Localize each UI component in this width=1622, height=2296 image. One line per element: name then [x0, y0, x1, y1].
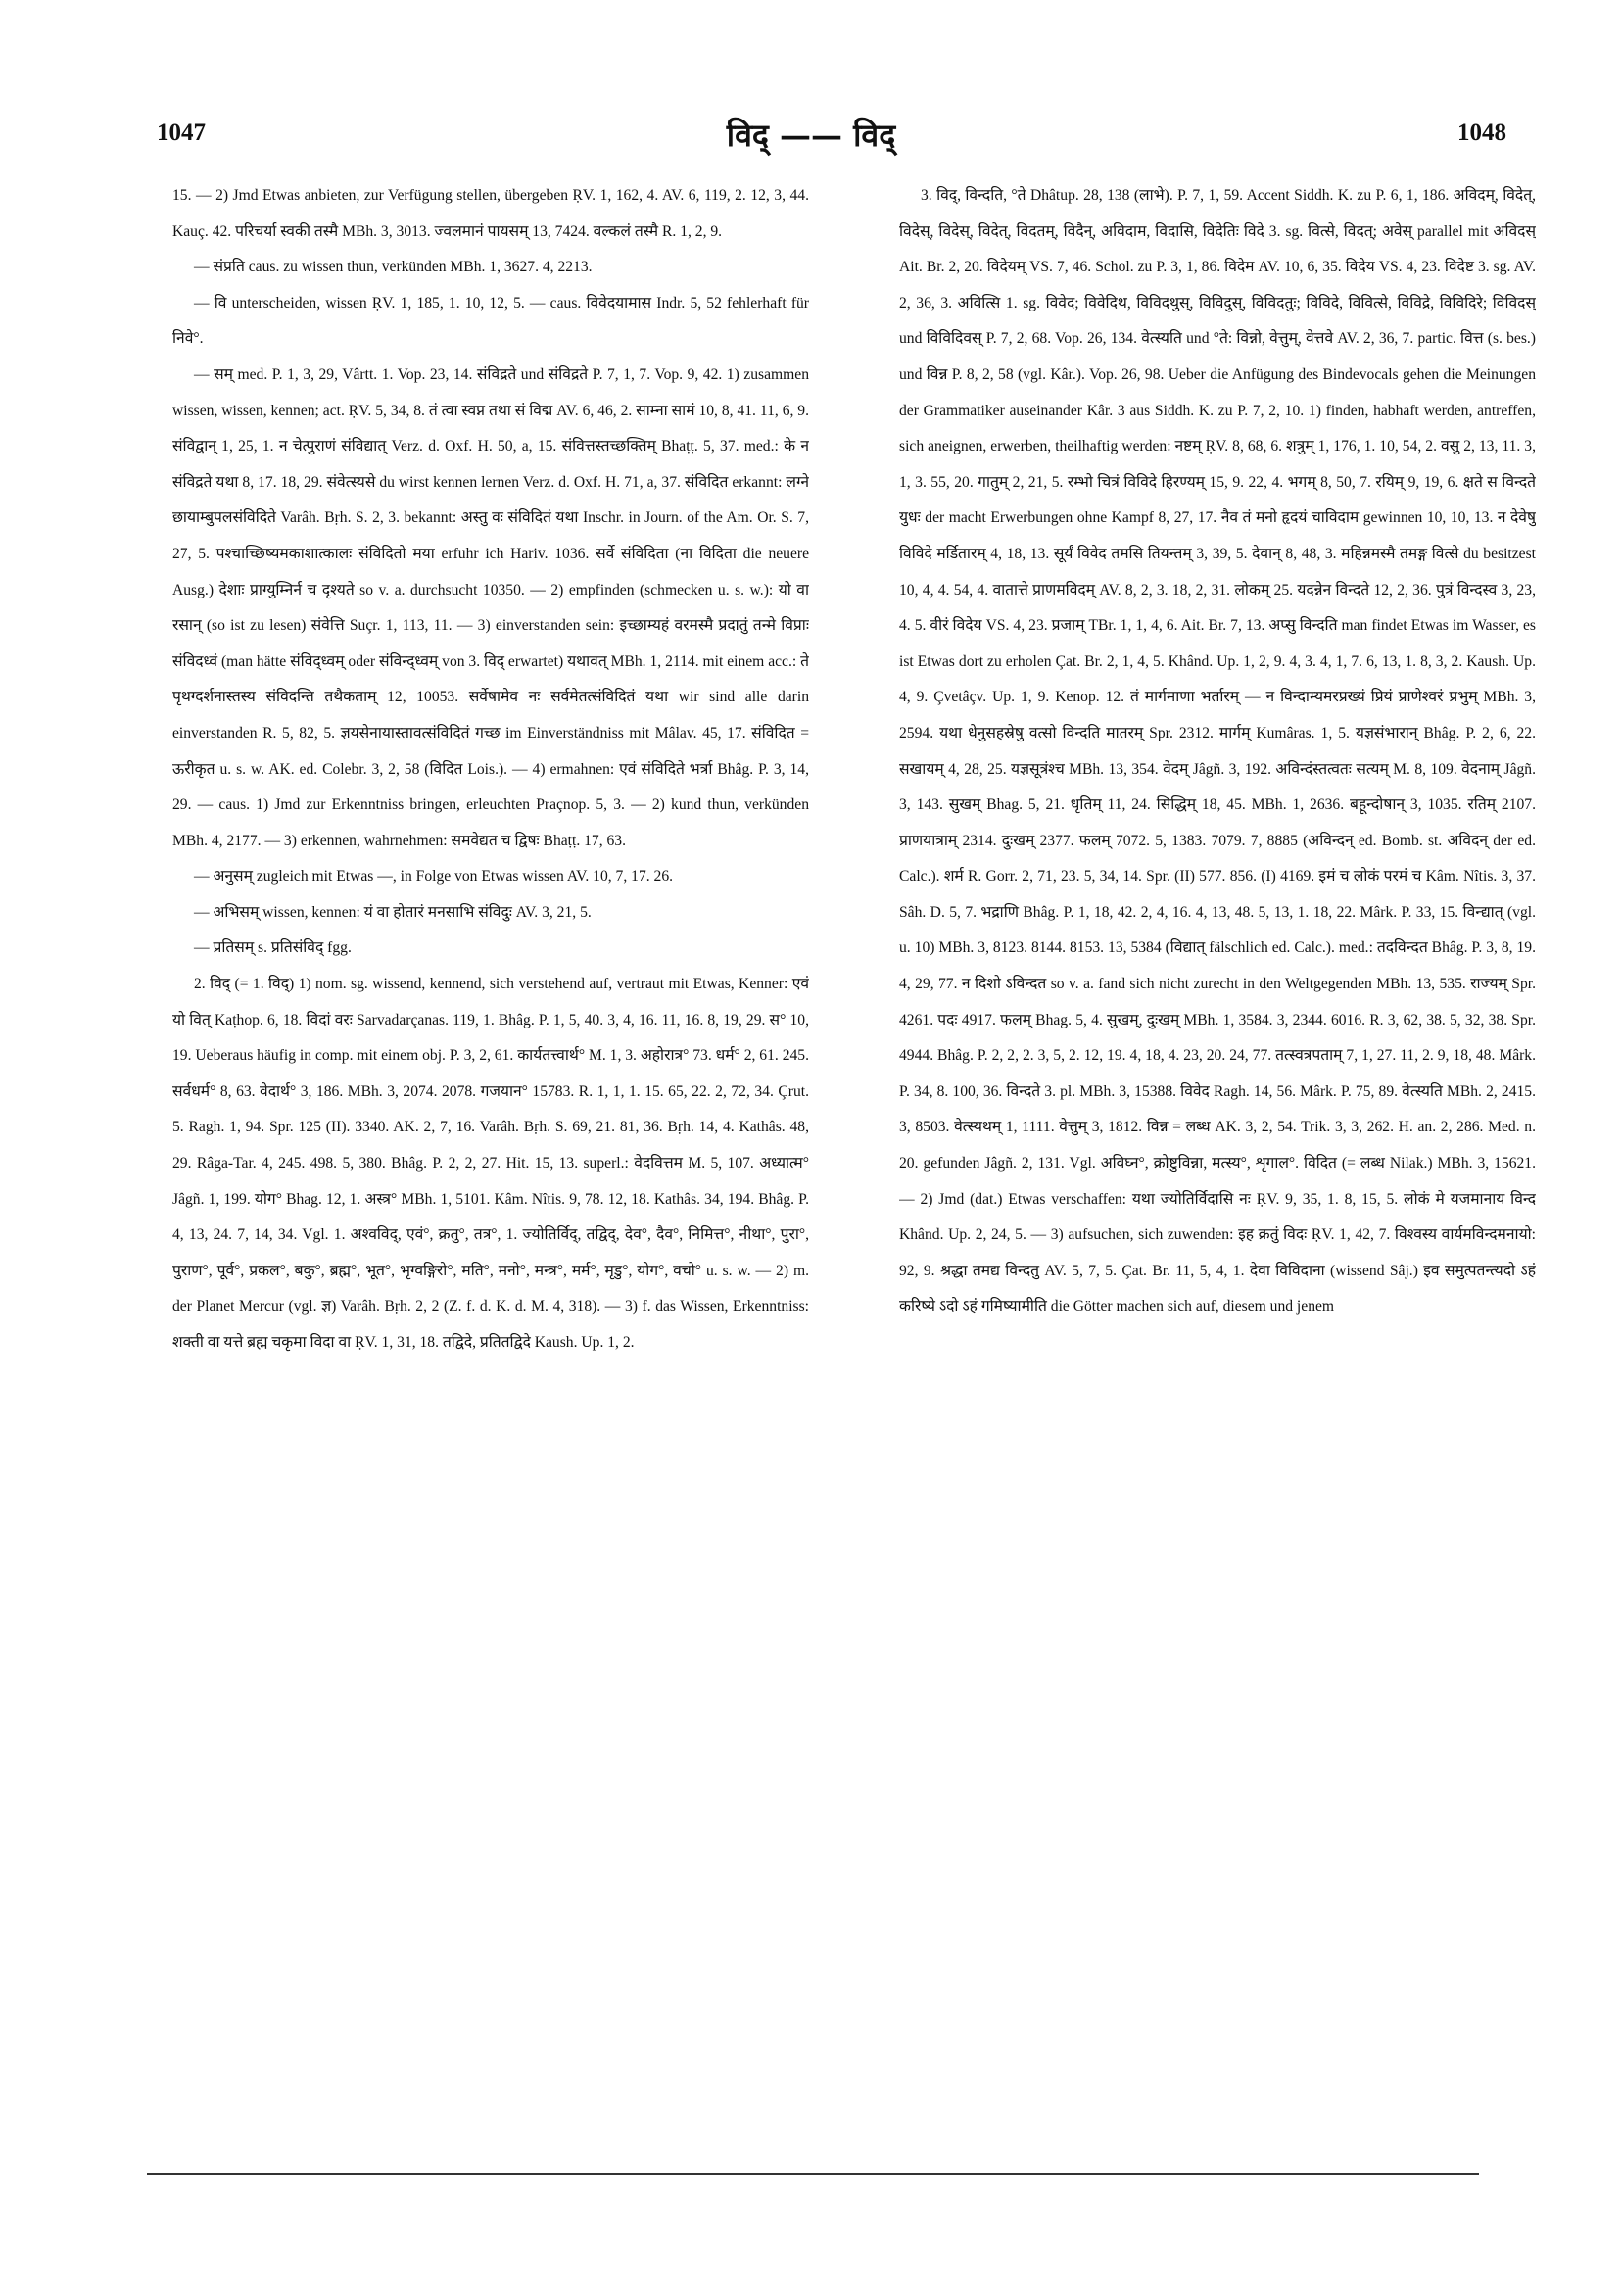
left-paragraph: — वि unterscheiden, wissen ṚV. 1, 185, 1. 10, 12, 5. — caus. विवेदयामास Indr. 5, 52 fehlerhaft für निवे°. [172, 294, 809, 348]
left-paragraph: 15. — 2) Jmd Etwas anbieten, zur Verfügung stellen, übergeben ṚV. 1, 162, 4. AV. 6, 119, 2. 12, 3, 44. Kauç. 42. परिचर्या स्वकी तस्मै MBh. 3, 3013. ज्वलमानं पायसम् 13, 7424. वल्कलं तस्मै R. 1, 2, 9. [172, 187, 809, 240]
running-head: विद् —— विद् [726, 117, 896, 154]
left-paragraph: 2. विद् (= 1. विद्) 1) nom. sg. wissend, kennend, sich verstehend auf, vertraut mit Etwas, Kenner: एवं यो वित् Kaṭhop. 6, 18. विदां वरः Sarvadarçanas. 119, 1. Bhâg. P. 1, 5, 40. 3, 4, 16. 11, 16. 8, 19, 29. स° 10, 19. Ueberaus häufig in comp. mit einem obj. P. 3, 2, 61. कार्यतत्त्वार्थ° M. 1, 3. अहोरात्र° 73. धर्म° 2, 61. 245. सर्वधर्म° 8, 63. वेदार्थ° 3, 186. MBh. 3, 2074. 2078. गजयान° 15783. R. 1, 1, 1. 15. 65, 22. 2, 72, 34. Çrut. 5. Ragh. 1, 94. Spr. 125 (II). 3340. AK. 2, 7, 16. Varâh. Bṛh. S. 69, 21. 81, 36. Bṛh. 14, 4. Kathâs. 48, 29. Râga-Tar. 4, 245. 498. 5, 380. Bhâg. P. 2, 2, 27. Hit. 15, 13. superl.: वेदवित्तम M. 5, 107. अध्यात्म° Jâgñ. 1, 199. योग° Bhag. 12, 1. अस्त्र° MBh. 1, 5101. Kâm. Nîtis. 9, 78. 12, 18. Kathâs. 34, 194. Bhâg. P. 4, 13, 24. 7, 14, 34. Vgl. 1. अश्वविद्, एवं°, क्रतु°, तत्र°, 1. ज्योतिर्विद्, तद्विद्, देव°, दैव°, निमित्त°, नीथा°, पुरा°, पुराण°, पूर्व°, प्रकल°, बकु°, ब्रह्म°, भूत°, भृग्वङ्गिरो°, मति°, मनो°, मन्त्र°, मर्म°, मृडु°, योग°, वचो° u. s. w. — 2) m. der Planet Mercur (vgl. ज्ञ) Varâh. Bṛh. 2, 2 (Z. f. d. K. d. M. 4, 318). — 3) f. das Wissen, Erkenntniss: शक्ती वा यत्ते ब्रह्म चकृमा विदा वा ṚV. 1, 31, 18. तद्विदे, प्रतितद्विदे Kaush. Up. 1, 2. [172, 976, 809, 1351]
left-paragraph: — प्रतिसम् s. प्रतिसंविद् fgg. [194, 939, 352, 957]
left-paragraph: — सम् med. P. 1, 3, 29, Vârtt. 1. Vop. 23, 14. संविद्रते und संविद्रते P. 7, 1, 7. Vop. 9, 42. 1) zusammen wissen, wissen, kennen; act. ṚV. 5, 34, 8. तं त्वा स्वप्न तथा सं विद्म AV. 6, 46, 2. साम्ना सामं 10, 8, 41. 11, 6, 9. संविद्वान् 1, 25, 1. न चेत्पुराणं संविद्यात् Verz. d. Oxf. H. 50, a, 15. संवित्तस्तच्छक्तिम् Bhaṭṭ. 5, 37. med.: के न संविद्रते यथा 8, 17. 18, 29. संवेत्स्यसे du wirst kennen lernen Verz. d. Oxf. H. 71, a, 37. संविदित erkannt: लग्ने छायाम्बुपलसंविदिते Varâh. Bṛh. S. 2, 3. bekannt: अस्तु वः संविदितं यथा Inschr. in Journ. of the Am. Or. S. 7, 27, 5. पश्चाच्छिष्यमकाशात्कालः संविदितो मया erfuhr ich Hariv. 1036. सर्वे संविदिता (ना विदिता die neuere Ausg.) देशाः प्राग्युम्निर्न च दृश्यते so v. a. durchsucht 10350. — 2) empfinden (schmecken u. s. w.): यो वा रसान् (so ist zu lesen) संवेत्ति Suçr. 1, 113, 11. — 3) einverstanden sein: इच्छाम्यहं वरमस्मै प्रदातुं तन्मे विप्राः संविदध्वं (man hätte संविद्ध्वम् oder संविन्द्ध्वम् von 3. विद् erwartet) यथावत् MBh. 1, 2114. mit einem acc.: ते पृथग्दर्शनास्तस्य संविदन्ति तथैकताम् 12, 10053. सर्वेषामेव नः सर्वमेतत्संविदितं यथा wir sind alle darin einverstanden R. 5, 82, 5. ज्ञयसेनायास्तावत्संविदितं गच्छ im Einverständniss mit Mâlav. 45, 17. संविदित = ऊरीकृत u. s. w. AK. ed. Colebr. 3, 2, 58 (विदित Lois.). — 4) ermahnen: एवं संविदिते भर्त्रा Bhâg. P. 3, 14, 29. — caus. 1) Jmd zur Erkenntniss bringen, erleuchten Praçnop. 5, 3. — 2) kund thun, verkünden MBh. 4, 2177. — 3) erkennen, wahrnehmen: समवेद्यत च द्विषः Bhaṭṭ. 17, 63. [172, 365, 809, 849]
left-paragraph: — अभिसम् wissen, kennen: यं वा होतारं मनसाभि संविदुः AV. 3, 21, 5. [194, 903, 592, 921]
right-paragraph: 3. विद्, विन्दति, °ते Dhâtup. 28, 138 (लाभे). P. 7, 1, 59. Accent Siddh. K. zu P. 6, 1, 186. अविदम्, विदेत्, विदेस्, विदेस्, विदेत्, विदतम्, विदैन्, अविदाम, विदासि, विदेतिः विदे 3. sg. वित्से, विदत्; अवेस् parallel mit अविदस् Ait. Br. 2, 20. विदेयम् VS. 7, 46. Schol. zu P. 3, 1, 86. विदेम AV. 10, 6, 35. विदेय VS. 4, 23. विदेष्ट 3. sg. AV. 2, 36, 3. अवित्सि 1. sg. विवेद; विवेदिथ, विविदथुस्, विविदुस्, विविदतुः; विविदे, विवित्से, विविद्रे, विविदिरे; विविदस् und विविदिवस् P. 7, 2, 68. Vop. 26, 134. वेत्स्यति und °ते: विन्नो, वेत्तुम्, वेत्तवे AV. 2, 36, 7. partic. वित्त (s. bes.) und विन्न P. 8, 2, 58 (vgl. Kâr.). Vop. 26, 98. Ueber die Anfügung des Bindevocals gehen die Meinungen der Grammatiker auseinander Kâr. 3 aus Siddh. K. zu P. 7, 2, 10. 1) finden, habhaft werden, antreffen, sich aneignen, erwerben, theilhaftig werden: नष्टम् ṚV. 8, 68, 6. शत्रुम् 1, 176, 1. 10, 54, 2. वसु 2, 13, 11. 3, 1, 3. 55, 20. गातुम् 2, 21, 5. रम्भो चित्रं विविदे हिरण्यम् 15, 9. 22, 4. भगम् 8, 50, 7. रयिम् 9, 19, 6. क्षते स विन्दते युधः der macht Erwerbungen ohne Kampf 8, 27, 17. नैव तं मनो हृदयं चाविदाम gewinnen 10, 10, 13. न देवेषु विविदे मर्डितारम् 4, 18, 13. सूर्यं विवेद तमसि तियन्तम् 3, 39, 5. देवान् 8, 48, 3. महिन्नमस्मै तमङ्ग वित्से du besitzest 10, 4, 4. 54, 4. वातात्ते प्राणमविदम् AV. 8, 2, 3. 18, 2, 31. लोकम् 25. यदन्नेन विन्दते 12, 2, 36. पुत्रं विन्दस्व 3, 23, 4. 5. वीरं विदेय VS. 4, 23. प्रजाम् TBr. 1, 1, 4, 6. Ait. Br. 7, 13. अप्सु विन्दति man findet Etwas im Wasser, es ist Etwas dort zu erholen Çat. Br. 2, 1, 4, 5. Khând. Up. 1, 2, 9. 4, 3. 4, 1, 7. 6, 13, 1. 8, 3, 2. Kaush. Up. 4, 9. Çvetâçv. Up. 1, 9. Kenop. 12. तं मार्गमाणा भर्तारम् — न विन्दाम्यमरप्रख्यं प्रियं प्राणेश्वरं प्रभुम् MBh. 3, 2594. यथा धेनुसहस्रेषु वत्सो विन्दति मातरम् Spr. 2312. मार्गम् Kumâras. 1, 5. यज्ञसंभारान् Bhâg. P. 2, 6, 22. सखायम् 4, 28, 25. यज्ञसूत्रंश्च MBh. 13, 354. वेदम् Jâgñ. 3, 192. अविन्दंस्तत्वतः सत्यम् M. 8, 109. वेदनाम् Jâgñ. 3, 143. सुखम् Bhag. 5, 21. धृतिम् 11, 24. सिद्धिम् 18, 45. MBh. 1, 2636. बहून्दोषान् 3, 1035. रतिम् 2107. प्राणयात्राम् 2314. दुःखम् 2377. फलम् 7072. 5, 1383. 7079. 7, 8885 (अविन्दन् ed. Bomb. st. अविदन् der ed. Calc.). शर्म R. Gorr. 2, 71, 23. 5, 34, 14. Spr. (II) 577. 856. (I) 4169. इमं च लोकं परमं च Kâm. Nîtis. 3, 37. Sâh. D. 5, 7. भद्राणि Bhâg. P. 1, 18, 42. 2, 4, 16. 4, 13, 48. 5, 13, 1. 18, 22. Mârk. P. 33, 15. विन्द्यात् (vgl. u. 10) MBh. 3, 8123. 8144. 8153. 13, 5384 (विद्यात् fälschlich ed. Calc.). med.: तदविन्दत Bhâg. P. 3, 8, 19. 4, 29, 77. न दिशो ऽविन्दत so v. a. fand sich nicht zurecht in den Weltgegenden MBh. 13, 535. राज्यम् Spr. 4261. पदः 4917. फलम् Bhag. 5, 4. सुखम्, दुःखम् MBh. 1, 3584. 3, 2344. 6016. R. 3, 62, 38. 5, 32, 38. Spr. 4944. Bhâg. P. 2, 2, 2. 3, 5, 2. 12, 19. 4, 18, 4. 23, 20. 24, 77. तत्स्वत्रपताम् 7, 1, 27. 11, 2. 9, 18, 48. Mârk. P. 34, 8. 100, 36. विन्दते 3. pl. MBh. 3, 15388. विवेद Ragh. 14, 56. Mârk. P. 75, 89. वेत्स्यति MBh. 2, 2415. 3, 8503. वेत्स्यथम् 1, 1111. वेत्तुम् 3, 1812. विन्न = लब्ध AK. 3, 2, 54. Trik. 3, 3, 262. H. an. 2, 286. Med. n. 20. gefunden Jâgñ. 2, 131. Vgl. अविघ्न°, क्रोष्टुविन्ना, मत्स्य°, शृगाल°. विदित (= लब्ध Nilak.) MBh. 3, 15621. — 2) Jmd (dat.) Etwas verschaffen: यथा ज्योतिर्विदासि नः ṚV. 9, 35, 1. 8, 15, 5. लोकं मे यजमानाय विन्द Khând. Up. 2, 24, 5. — 3) aufsuchen, sich zuwenden: इह क्रतुं विदः ṚV. 1, 42, 7. विश्वस्य वार्यमविन्दमनायो: 92, 9. श्रद्धा तमद्य विन्दतु AV. 5, 7, 5. Çat. Br. 11, 5, 4, 1. देवा विविदाना (wissend Sâj.) इव समुत्पतन्त्यदो ऽहं करिष्ये ऽदो ऽहं गमिष्यामीति die Götter machen sich auf, diesem und jenem [899, 187, 1536, 1315]
right-column [899, 178, 1536, 1971]
left-page-number: 1047 [157, 120, 206, 146]
left-paragraph: — संप्रति caus. zu wissen thun, verkünden MBh. 1, 3627. 4, 2213. [194, 259, 593, 276]
left-paragraph: — अनुसम् zugleich mit Etwas —, in Folge von Etwas wissen AV. 10, 7, 17. 26. [194, 868, 674, 885]
bottom-rule [147, 2173, 1479, 2175]
right-page-number: 1048 [1457, 120, 1506, 146]
left-column [172, 178, 809, 1971]
